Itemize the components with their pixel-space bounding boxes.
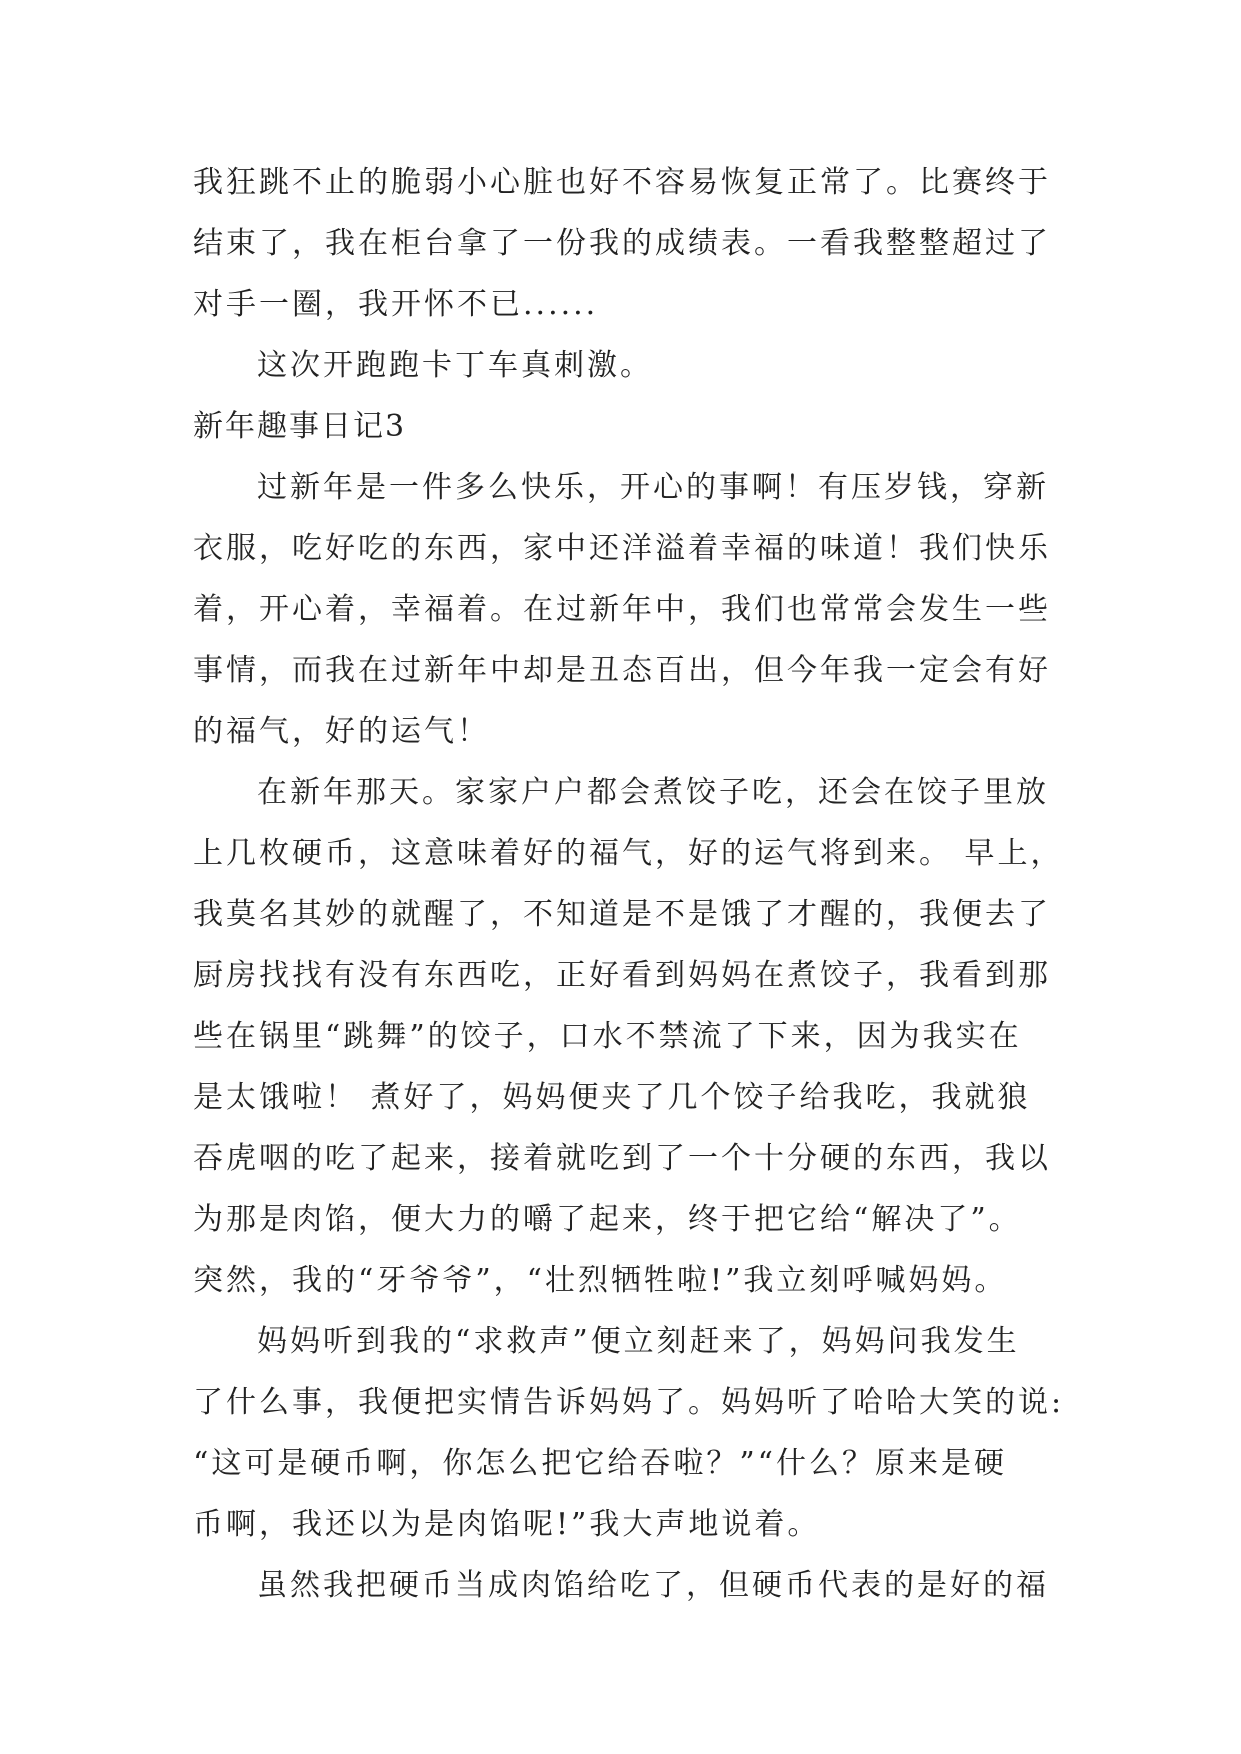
- text-line: 币啊，我还以为是肉馅呢!”我大声地说着。: [193, 1507, 821, 1542]
- text-line: 妈妈听到我的“求救声”便立刻赶来了，妈妈问我发生: [257, 1324, 1020, 1359]
- text-line: 我莫名其妙的就醒了，不知道是不是饿了才醒的，我便去了: [193, 897, 1051, 932]
- text-line: 着，开心着，幸福着。在过新年中，我们也常常会发生一些: [193, 592, 1051, 627]
- text-line: 突然，我的“牙爷爷”，“壮烈牺牲啦!”我立刻呼喊妈妈。: [193, 1263, 1008, 1298]
- text-line: 是太饿啦！ 煮好了，妈妈便夹了几个饺子给我吃，我就狼: [193, 1080, 1031, 1115]
- text-line: “这可是硬币啊，你怎么把它给吞啦？”“什么？原来是硬: [193, 1446, 1008, 1481]
- document-body: [193, 152, 1065, 1616]
- text-line: 吞虎咽的吃了起来，接着就吃到了一个十分硬的东西，我以: [193, 1141, 1051, 1176]
- text-line: 虽然我把硬币当成肉馅给吃了，但硬币代表的是好的福: [257, 1568, 1049, 1603]
- text-line: 为那是肉馅，便大力的嚼了起来，终于把它给“解决了”。: [193, 1202, 1022, 1237]
- section-heading: 新年趣事日记3: [193, 409, 407, 444]
- text-line: 对手一圈，我开怀不已......: [193, 287, 599, 322]
- text-line: 在新年那天。家家户户都会煮饺子吃，还会在饺子里放: [257, 775, 1049, 810]
- text-line: 过新年是一件多么快乐，开心的事啊！有压岁钱，穿新: [257, 470, 1049, 505]
- text-line: 事情，而我在过新年中却是丑态百出，但今年我一定会有好: [193, 653, 1051, 688]
- text-line: 结束了，我在柜台拿了一份我的成绩表。一看我整整超过了: [193, 226, 1051, 261]
- text-line: 些在锅里“跳舞”的饺子，口水不禁流了下来，因为我实在: [193, 1019, 1022, 1054]
- text-line: 的福气，好的运气！: [193, 714, 490, 749]
- text-line: 上几枚硬币，这意味着好的福气，好的运气将到来。 早上，: [193, 836, 1064, 871]
- text-line: 我狂跳不止的脆弱小心脏也好不容易恢复正常了。比赛终于: [193, 165, 1051, 200]
- text-line: 了什么事，我便把实情告诉妈妈了。妈妈听了哈哈大笑的说:: [193, 1385, 1065, 1420]
- text-line: 衣服，吃好吃的东西，家中还洋溢着幸福的味道！我们快乐: [193, 531, 1051, 566]
- text-line: 厨房找找有没有东西吃，正好看到妈妈在煮饺子，我看到那: [193, 958, 1051, 993]
- text-line: 这次开跑跑卡丁车真刺激。: [257, 348, 653, 383]
